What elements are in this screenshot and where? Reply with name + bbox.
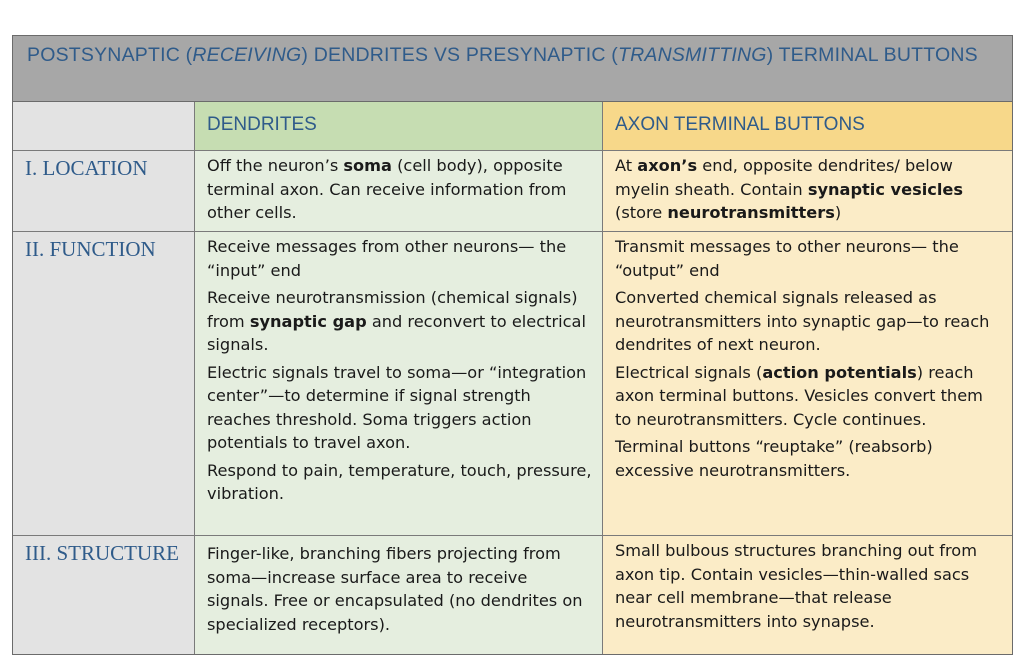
function-axon-para-4: Terminal buttons “reuptake” (reabsorb) excessive neurotransmitters. (615, 437, 933, 480)
row-label-structure: III. STRUCTURE (13, 536, 195, 654)
function-dendrites-para-2: Receive neurotransmission (chemical signals) from synaptic gap and reconvert to electrical signals. (207, 288, 586, 354)
header-axon-terminal-buttons: AXON TERMINAL BUTTONS (603, 102, 1012, 151)
structure-axon-cell: Small bulbous structures branching out from axon tip. Contain vesicles—thin-walled sacs near cell membrane—that release neurotransmitters into synapse. (603, 536, 1012, 654)
function-dendrites-para-1: Receive messages from other neurons— the “input” end (207, 237, 567, 280)
location-dendrites-cell: Off the neuron’s soma (cell body), opposite terminal axon. Can receive information from other cells. (195, 151, 603, 232)
row-label-location: I. LOCATION (13, 151, 195, 232)
header-dendrites: DENDRITES (195, 102, 603, 151)
location-axon-cell: At axon’s end, opposite dendrites/ below myelin sheath. Contain synaptic vesicles (store neurotransmitters) (603, 151, 1012, 232)
function-axon-para-2: Converted chemical signals released as neurotransmitters into synaptic gap—to reach dendrites of next neuron. (615, 288, 990, 354)
table-title: POSTSYNAPTIC (RECEIVING) DENDRITES VS PRESYNAPTIC (TRANSMITTING) TERMINAL BUTTONS (13, 36, 1012, 102)
row-label-function: II. FUNCTION (13, 232, 195, 536)
structure-dendrites-cell: Finger-like, branching fibers projecting from soma—increase surface area to receive signals. Free or encapsulated (no dendrites on specialized receptors). (195, 536, 603, 654)
comparison-table (12, 35, 1013, 655)
header-empty-cell (13, 102, 195, 151)
function-axon-cell (603, 232, 1012, 536)
function-dendrites-cell (195, 232, 603, 536)
function-axon-para-1: Transmit messages to other neurons— the “output” end (615, 237, 959, 280)
function-dendrites-para-4: Respond to pain, temperature, touch, pressure, vibration. (207, 460, 592, 503)
function-axon-para-3: Electrical signals (action potentials) reach axon terminal buttons. Vesicles convert them to neurotransmitters. Cycle continues. (615, 362, 983, 429)
function-dendrites-para-3: Electric signals travel to soma—or “integration center”—to determine if signal strength reaches threshold. Soma triggers action potentials to travel axon. (207, 362, 587, 452)
